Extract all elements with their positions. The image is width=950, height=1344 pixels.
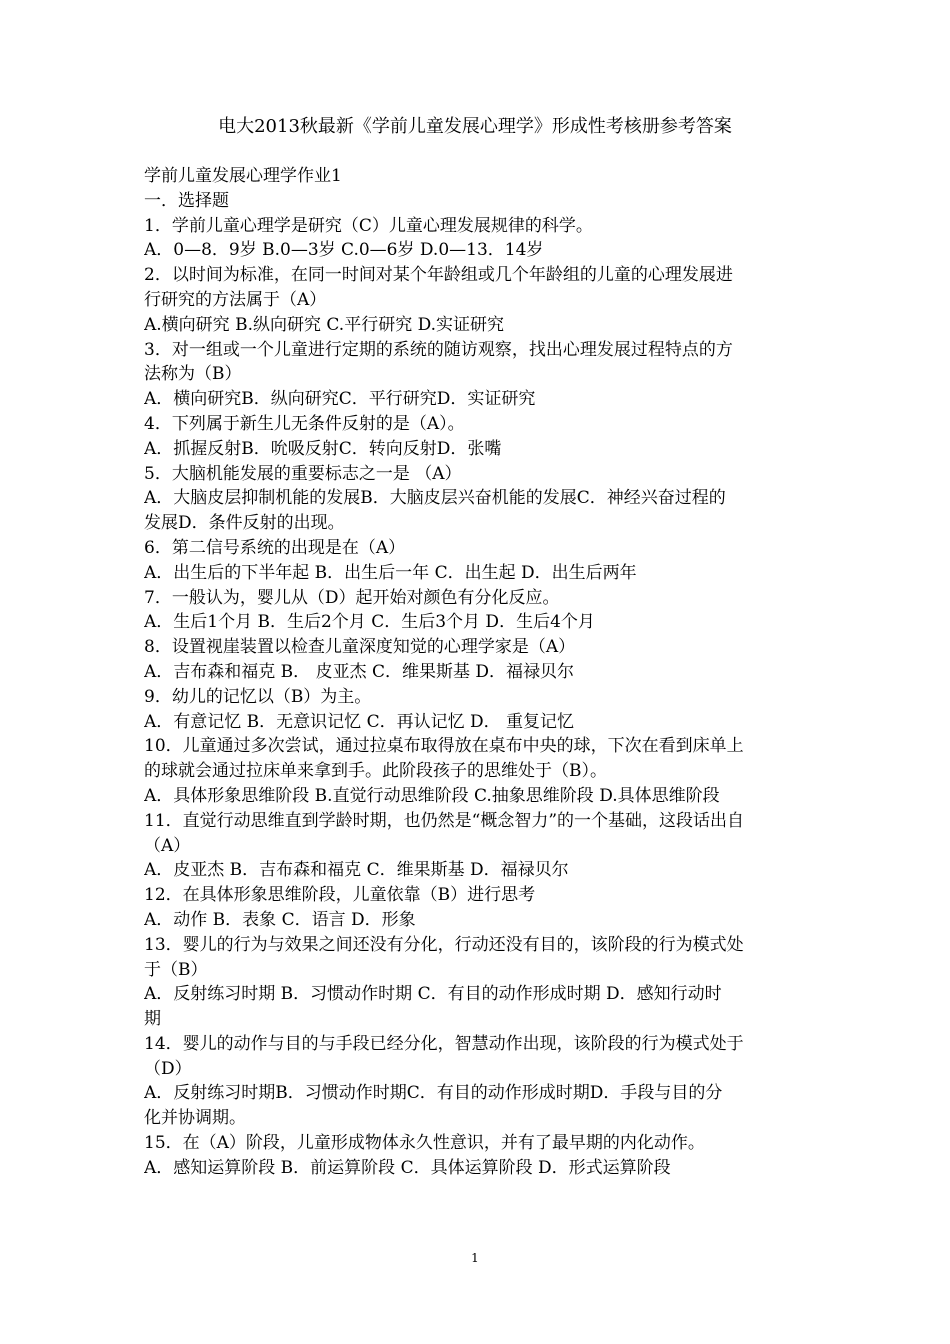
- question-line: 5．大脑机能发展的重要标志之一是 （A）: [144, 463, 462, 484]
- options-line: A．横向研究B．纵向研究C．平行研究D．实证研究: [144, 389, 536, 410]
- question-line: 13．婴儿的行为与效果之间还没有分化，行动还没有目的，该阶段的行为模式处: [144, 934, 744, 955]
- question-line: 1．学前儿童心理学是研究（C）儿童心理发展规律的科学。: [144, 215, 593, 236]
- question-line: 2．以时间为标准，在同一时间对某个年龄组或几个年龄组的儿童的心理发展进: [144, 265, 733, 286]
- question-line: 于（B）: [144, 959, 208, 980]
- options-line: 发展D．条件反射的出现。: [144, 513, 345, 534]
- question-line: （D）: [144, 1058, 192, 1079]
- options-line: A．0—8．9岁 B.0—3岁 C.0—6岁 D.0—13．14岁: [144, 240, 544, 261]
- question-line: 10．儿童通过多次尝试，通过拉桌布取得放在桌布中央的球，下次在看到床单上: [144, 736, 744, 757]
- question-line: 法称为（B）: [144, 364, 242, 385]
- options-line: A．皮亚杰 B．吉布森和福克 C．维果斯基 D．福禄贝尔: [144, 860, 569, 881]
- options-line: A．吉布森和福克 B． 皮亚杰 C．维果斯基 D．福禄贝尔: [144, 661, 575, 682]
- question-line: 8．设置视崖装置以检查儿童深度知觉的心理学家是（A）: [144, 637, 576, 658]
- options-line: A.横向研究 B.纵向研究 C.平行研究 D.实证研究: [144, 314, 505, 335]
- options-line: A．出生后的下半年起 B．出生后一年 C．出生起 D．出生后两年: [144, 562, 637, 583]
- options-line: A．动作 B．表象 C．语言 D．形象: [144, 909, 416, 930]
- question-line: 3．对一组或一个儿童进行定期的系统的随访观察，找出心理发展过程特点的方: [144, 339, 733, 360]
- question-line: 7．一般认为，婴儿从（D）起开始对颜色有分化反应。: [144, 587, 560, 608]
- page-number: 1: [471, 1251, 479, 1265]
- question-line: （A）: [144, 835, 191, 856]
- question-line: 15．在（A）阶段，儿童形成物体永久性意识，并有了最早期的内化动作。: [144, 1133, 705, 1154]
- question-line: 12．在具体形象思维阶段，儿童依靠（B）进行思考: [144, 885, 536, 906]
- document-body: [144, 164, 810, 1181]
- question-line: 9．幼儿的记忆以（B）为主。: [144, 686, 372, 707]
- question-line: 6．第二信号系统的出现是在（A）: [144, 537, 406, 558]
- question-line: 14．婴儿的动作与目的与手段已经分化，智慧动作出现，该阶段的行为模式处于: [144, 1033, 744, 1054]
- options-line: A．抓握反射B．吮吸反射C．转向反射D．张嘴: [144, 438, 502, 459]
- options-line: 期: [144, 1009, 161, 1030]
- options-line: A．反射练习时期 B．习惯动作时期 C．有目的动作形成时期 D．感知行动时: [144, 984, 722, 1005]
- options-line: A．反射练习时期B．习惯动作时期C．有目的动作形成时期D．手段与目的分: [144, 1083, 723, 1104]
- question-line: 4．下列属于新生儿无条件反射的是（A）。: [144, 413, 465, 434]
- question-line: 的球就会通过拉床单来拿到手。此阶段孩子的思维处于（B）。: [144, 761, 607, 782]
- options-line: A．生后1个月 B．生后2个月 C．生后3个月 D．生后4个月: [144, 612, 595, 633]
- question-line: 行研究的方法属于（A）: [144, 289, 327, 310]
- subsection-heading: 一．选择题: [144, 190, 229, 211]
- page-title: 电大2013秋最新《学前儿童发展心理学》形成性考核册参考答案: [218, 116, 732, 137]
- options-line: 化并协调期。: [144, 1108, 246, 1129]
- section-heading: 学前儿童发展心理学作业1: [144, 166, 342, 186]
- options-line: A．有意记忆 B．无意识记忆 C．再认记忆 D． 重复记忆: [144, 711, 575, 732]
- options-line: A．具体形象思维阶段 B.直觉行动思维阶段 C.抽象思维阶段 D.具体思维阶段: [144, 785, 720, 806]
- options-line: A．感知运算阶段 B．前运算阶段 C．具体运算阶段 D．形式运算阶段: [144, 1157, 671, 1178]
- question-line: 11．直觉行动思维直到学龄时期，也仍然是“概念智力”的一个基础，这段话出自: [144, 810, 745, 831]
- options-line: A．大脑皮层抑制机能的发展B．大脑皮层兴奋机能的发展C．神经兴奋过程的: [144, 488, 726, 509]
